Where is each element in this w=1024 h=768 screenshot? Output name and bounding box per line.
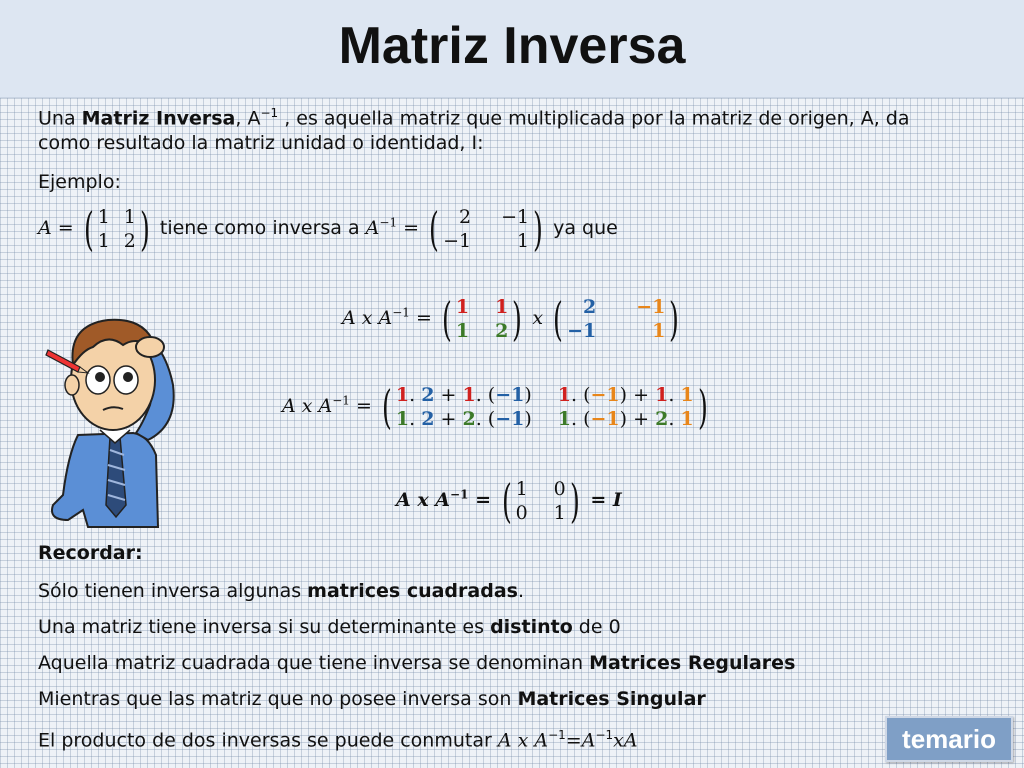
expanded-product-matrix: ( 1. 2 + 1. (−1) 1. (−1) + 1. 1 1. 2 + 2. (−1) 1. (−1) + 2. 1 ) (382, 380, 708, 434)
recordar-heading: Recordar: (38, 542, 143, 564)
page-title: Matriz Inversa (338, 17, 686, 75)
equation-1: A x $A^{-1}$ = ( 1 1 1 2 ) x ( 2 −1 −1 1 ) (342, 296, 683, 342)
title-bar (0, 0, 1024, 98)
matrix-1: ( 1 1 1 2 ) (442, 292, 523, 346)
matrix-A-inverse: ( 2 −1 −1 1 ) (429, 202, 544, 256)
matrix-A: ( 1 1 1 2 ) (83, 202, 150, 256)
temario-button[interactable]: temario (885, 716, 1013, 762)
identity-matrix: ( 1 0 0 1 ) (501, 474, 580, 528)
equation-3: A x $A^{-1}$ = ( 1 0 0 1 ) = I (396, 474, 622, 528)
example-line: A = ( 1 1 1 2 ) tiene como inversa a $A^{-1}$ = ( 2 −1 −1 1 ) ya que (38, 202, 618, 256)
recordar-line-3: Aquella matriz cuadrada que tiene inversa se denominan Matrices Regulares (38, 652, 796, 674)
intro-line-1: Una Matriz Inversa, $A^{-1}$ , es aquella matriz que multiplicada por la matriz de origen, A, da (38, 106, 910, 130)
recordar-line-4: Mientras que las matriz que no posee inversa son Matrices Singular (38, 688, 706, 710)
example-label: Ejemplo: (38, 171, 121, 193)
recordar-line-5: El producto de dos inversas se puede conmutar A x $A^{-1}=A^{-1}xA$ (38, 728, 638, 752)
equation-2: A x $A^{-1}$ = ( 1. 2 + 1. (−1) 1. (−1) + 1. 1 1. 2 + 2. (−1) 1. (−1) + 2. 1 ) (282, 384, 712, 430)
thinking-student-illustration (38, 305, 188, 530)
intro-line-2: como resultado la matriz unidad o identidad, I: (38, 132, 484, 154)
recordar-line-2: Una matriz tiene inversa si su determinante es distinto de 0 (38, 616, 621, 638)
matrix-2: ( 2 −1 −1 1 ) (553, 292, 680, 346)
term-matriz-inversa: Matriz Inversa (81, 107, 236, 130)
recordar-line-1: Sólo tienen inversa algunas matrices cuadradas. (38, 580, 524, 602)
